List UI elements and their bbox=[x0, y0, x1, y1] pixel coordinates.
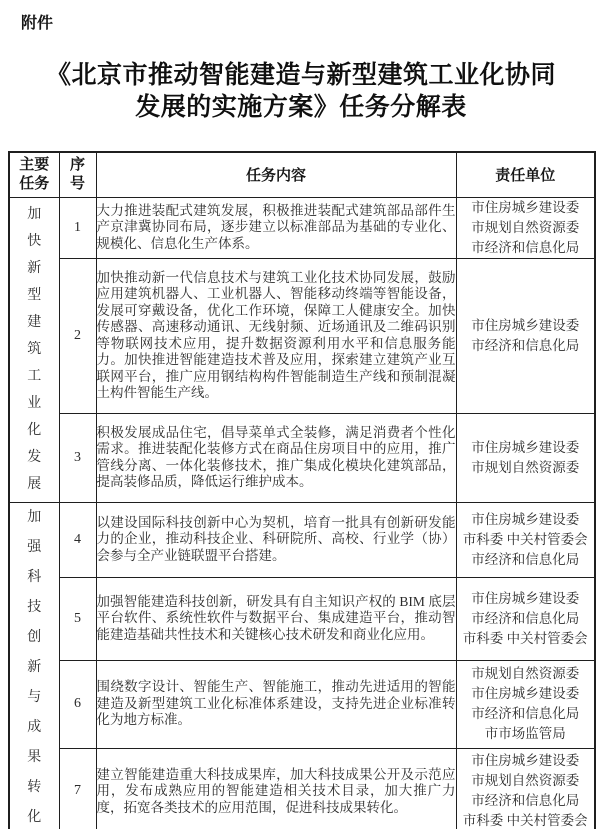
main-task-group-label: 加快新型建筑工业化发展 bbox=[9, 197, 59, 502]
task-content: 建立智能建造重大科技成果库，加大科技成果公开及示范应用，发布成熟应用的智能建造相关技术目录，加大推广力度，拓宽各类技术的应用范围，促进科技成果转化。 bbox=[96, 748, 456, 829]
header-row bbox=[9, 152, 595, 197]
table-row bbox=[9, 577, 595, 660]
unit-line: 市住房城乡建设委 bbox=[471, 439, 580, 455]
table-row bbox=[9, 258, 595, 413]
unit-line: 市经济和信息化局 bbox=[471, 551, 580, 567]
unit-line: 市经济和信息化局 bbox=[471, 337, 580, 353]
responsible-units bbox=[456, 413, 595, 502]
task-content: 以建设国际科技创新中心为契机，培育一批具有创新研发能力的企业，推动科技企业、科研院所、高校、行业学（协）会参与全产业链联盟平台搭建。 bbox=[96, 502, 456, 577]
row-number: 7 bbox=[59, 748, 96, 829]
table-row bbox=[9, 502, 595, 577]
page-title-line-2: 发展的实施方案》任务分解表 bbox=[135, 94, 467, 121]
header-main-task: 主要任务 bbox=[9, 152, 59, 197]
unit-line: 市市场监管局 bbox=[484, 726, 566, 741]
task-content: 加快推动新一代信息技术与建筑工业化技术协同发展，鼓励应用建筑机器人、工业机器人、智能移动终端等智能设备，发展可穿戴设备，优化工作环境，保障工人健康安全。加快传感器、高速移动通讯、无线射频、近场通讯及二维码识别等物联网技术应用，提升数据资源利用水平和信息服务能力。加快推进智能建造技术普及应用，探索建立建筑产业互联网平台，推广应用钢结构构件智能制造生产线和预制混凝土构件智能生产线。 bbox=[96, 258, 456, 413]
responsible-units bbox=[456, 577, 595, 660]
responsible-units bbox=[456, 748, 595, 829]
responsible-units bbox=[456, 258, 595, 413]
row-number: 2 bbox=[59, 258, 96, 413]
unit-line: 市住房城乡建设委 bbox=[471, 317, 580, 333]
task-content: 积极发展成品住宅，倡导菜单式全装修，满足消费者个性化需求。推进装配化装修方式在商品住房项目中的应用，推广管线分离、一体化装修技术，推广集成化模块化建筑部品，提高装修品质，降低运行维护成本。 bbox=[96, 413, 456, 502]
unit-line: 市规划自然资源委 bbox=[471, 773, 580, 789]
task-breakdown-table bbox=[8, 151, 596, 829]
unit-line: 市住房城乡建设委 bbox=[471, 686, 580, 701]
task-content: 加强智能建造科技创新，研发具有自主知识产权的 BIM 底层平台软件、系统性软件与数据平台、集成建造平台，推动智能建造基础共性技术和关键核心技术研发和商业化应用。 bbox=[96, 577, 456, 660]
page-title bbox=[0, 60, 602, 124]
table-row bbox=[9, 413, 595, 502]
task-content: 大力推进装配式建筑发展，积极推进装配式建筑部品部件生产京津冀协同布局，逐步建立以标准部品为基础的专业化、规模化、信息化生产体系。 bbox=[96, 197, 456, 258]
unit-line: 市科委 中关村管委会 bbox=[462, 630, 588, 646]
unit-line: 市住房城乡建设委 bbox=[471, 511, 580, 527]
unit-line: 市住房城乡建设委 bbox=[471, 590, 580, 606]
unit-line: 市经济和信息化局 bbox=[471, 610, 580, 626]
unit-line: 市规划自然资源委 bbox=[471, 459, 580, 475]
unit-line: 市经济和信息化局 bbox=[471, 793, 580, 809]
row-number: 5 bbox=[59, 577, 96, 660]
responsible-units bbox=[456, 502, 595, 577]
header-task-content: 任务内容 bbox=[96, 152, 456, 197]
unit-line: 市住房城乡建设委 bbox=[471, 199, 580, 215]
row-number: 3 bbox=[59, 413, 96, 502]
main-task-group-label: 加强科技创新与成果转化 bbox=[9, 502, 59, 829]
responsible-units bbox=[456, 660, 595, 748]
page-title-line-1: 《北京市推动智能建造与新型建筑工业化协同 bbox=[45, 62, 556, 89]
table-row bbox=[9, 748, 595, 829]
unit-line: 市科委 中关村管委会 bbox=[462, 813, 588, 829]
table-row bbox=[9, 660, 595, 748]
unit-line: 市规划自然资源委 bbox=[471, 219, 580, 235]
attachment-label: 附件 bbox=[21, 15, 54, 32]
header-responsible-unit: 责任单位 bbox=[456, 152, 595, 197]
unit-line: 市经济和信息化局 bbox=[471, 706, 580, 721]
responsible-units bbox=[456, 197, 595, 258]
task-content: 围绕数字设计、智能生产、智能施工，推动先进适用的智能建造及新型建筑工业化标准体系建设，支持先进企业标准转化为地方标准。 bbox=[96, 660, 456, 748]
header-seq-no: 序号 bbox=[59, 152, 96, 197]
table-row bbox=[9, 197, 595, 258]
unit-line: 市经济和信息化局 bbox=[471, 239, 580, 255]
unit-line: 市科委 中关村管委会 bbox=[462, 531, 588, 547]
unit-line: 市住房城乡建设委 bbox=[471, 753, 580, 769]
row-number: 4 bbox=[59, 502, 96, 577]
unit-line: 市规划自然资源委 bbox=[471, 666, 580, 681]
row-number: 1 bbox=[59, 197, 96, 258]
row-number: 6 bbox=[59, 660, 96, 748]
